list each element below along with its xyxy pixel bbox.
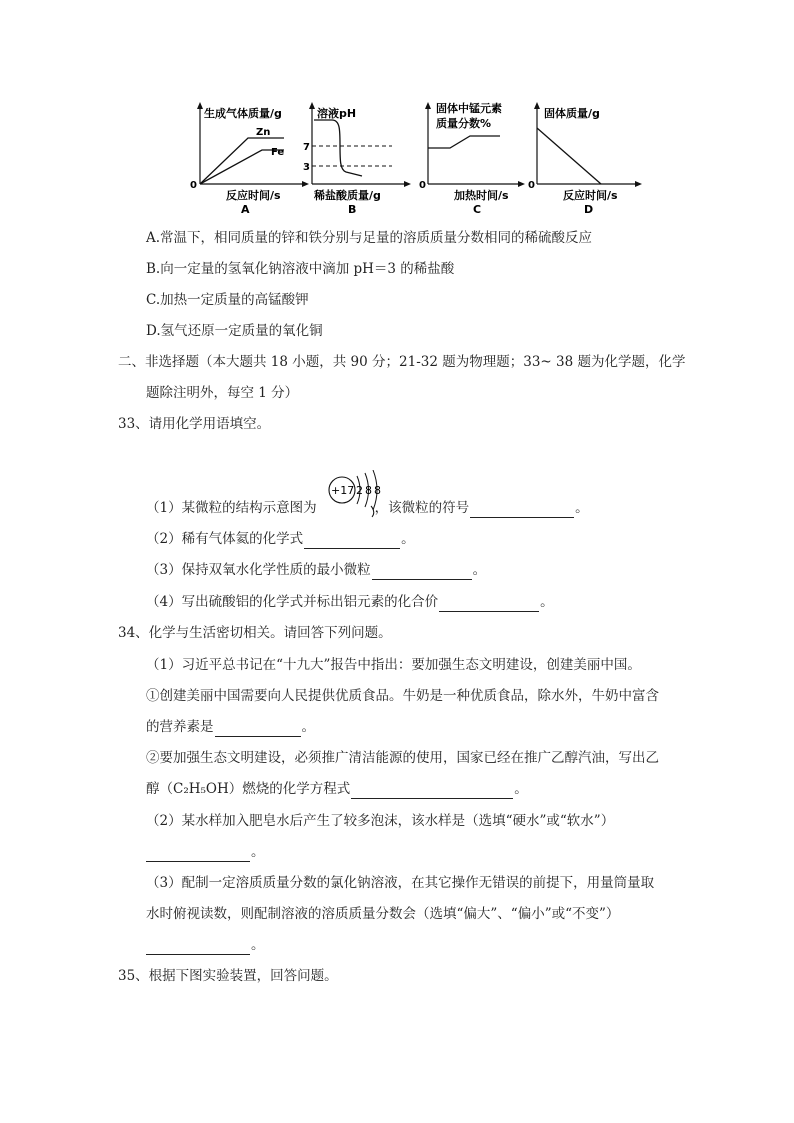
punctuation: 。	[251, 937, 265, 953]
solid-mass-line	[537, 128, 601, 184]
q34-part-3-answer	[146, 935, 265, 955]
axis-y-label-1: 固体中锰元素	[436, 102, 502, 115]
question-35-title: 35、根据下图实验装置，回答问题。	[118, 968, 338, 984]
punctuation: 。	[401, 531, 415, 547]
punctuation: 。	[575, 500, 589, 516]
q34-part-1a-line2	[146, 717, 315, 737]
tick-7: 7	[303, 142, 310, 153]
graph-b	[300, 100, 415, 220]
answer-blank-equation[interactable]	[351, 784, 513, 799]
punctuation: 。	[540, 594, 554, 610]
origin-label: 0	[528, 180, 535, 191]
legend-zn: Zn	[256, 127, 271, 138]
axis-y-label-2: 质量分数%	[436, 117, 492, 130]
graph-letter: B	[348, 203, 357, 216]
graph-letter: C	[473, 203, 482, 216]
q34-part-1b-line2	[146, 779, 528, 799]
origin-label: 0	[419, 180, 426, 191]
question-33-title: 33、请用化学用语填空。	[118, 416, 271, 432]
q33-part-3	[146, 560, 486, 580]
axis-x-label: 稀盐酸质量/g	[314, 189, 381, 202]
q34-part-1a-line1: ①创建美丽中国需要向人民提供优质食品。牛奶是一种优质食品，除水外，牛奶中富含	[146, 688, 659, 704]
origin-label: 0	[190, 180, 197, 191]
answer-blank-nutrient[interactable]	[215, 722, 301, 737]
section-2-header: 二、非选择题（本大题共 18 小题，共 90 分；21-32 题为物理题；33~ 38 题为化学题，化学	[118, 354, 686, 370]
nucleus-charge: +17	[331, 484, 355, 497]
q33-part-2-text: （2）稀有气体氦的化学式	[146, 531, 304, 547]
q34-part-1b-text: 醇（C₂H₅OH）燃烧的化学方程式	[146, 781, 351, 797]
tick-3: 3	[303, 162, 310, 173]
q33-part-2	[146, 529, 415, 549]
graph-letter: D	[584, 203, 594, 216]
answer-blank-h2o2[interactable]	[372, 565, 472, 580]
q33-part-3-text: （3）保持双氧水化学性质的最小微粒	[146, 562, 371, 578]
q34-part-3-line2: 水时俯视读数，则配制溶液的溶质质量分数会（选填“偏大”、“偏小”或“不变”）	[146, 906, 620, 922]
graph-c	[418, 100, 528, 220]
q34-part-1: （1）习近平总书记在“十九大”报告中指出：要加强生态文明建设，创建美丽中国。	[146, 657, 641, 673]
answer-blank-symbol[interactable]	[470, 503, 574, 518]
answer-blank-helium[interactable]	[304, 534, 400, 549]
axis-y-label: 生成气体质量/g	[204, 107, 282, 120]
shell-2-electrons: 8	[365, 484, 372, 497]
shell-3-electrons: 8	[374, 484, 381, 497]
q34-part-1b-line1: ②要加强生态文明建设，必须推广清洁能源的使用，国家已经在推广乙醇汽油，写出乙	[146, 750, 659, 766]
q34-part-2-answer	[146, 842, 265, 862]
legend-fe: Fe	[271, 147, 285, 158]
punctuation: 。	[251, 844, 265, 860]
axis-y-label: 固体质量/g	[544, 107, 600, 120]
q33-part-1-text-after: ，该微粒的符号	[374, 500, 470, 516]
punctuation: 。	[514, 781, 528, 797]
option-c: C.加热一定质量的高锰酸钾	[146, 292, 309, 308]
option-d: D.氢气还原一定质量的氧化铜	[146, 323, 323, 339]
option-b: B.向一定量的氢氧化钠溶液中滴加 pH＝3 的稀盐酸	[146, 261, 455, 277]
shell-1-electrons: 2	[356, 484, 363, 497]
q34-part-1a-text: 的营养素是	[146, 719, 214, 735]
answer-blank-al2so43[interactable]	[439, 597, 539, 612]
question-34-title: 34、化学与生活密切相关。请回答下列问题。	[118, 625, 392, 641]
answer-blank-water-type[interactable]	[146, 847, 250, 862]
q34-part-3-line1: （3）配制一定溶质质量分数的氯化钠溶液，在其它操作无错误的前提下，用量筒量取	[146, 875, 655, 891]
q34-part-2: （2）某水样加入肥皂水后产生了较多泡沫，该水样是（选填“硬水”或“软水”）	[146, 813, 615, 829]
q33-part-4	[146, 592, 554, 612]
punctuation: 。	[472, 562, 487, 578]
axis-x-label: 反应时间/s	[563, 189, 618, 202]
axis-x-label: 反应时间/s	[226, 189, 281, 202]
punctuation: 。	[301, 719, 315, 735]
graph-d	[527, 100, 647, 220]
ph-curve	[314, 120, 362, 176]
q33-part-1	[146, 498, 589, 518]
option-a: A.常温下，相同质量的锌和铁分别与足量的溶质质量分数相同的稀硫酸反应	[146, 230, 593, 246]
mn-fraction-line	[428, 136, 500, 148]
q33-part-4-text: （4）写出硫酸铝的化学式并标出铝元素的化合价	[146, 594, 439, 610]
axis-y-label: 溶液pH	[317, 107, 357, 120]
graph-a	[180, 100, 310, 220]
answer-blank-concentration[interactable]	[146, 940, 250, 955]
section-2-note: 题除注明外，每空 1 分）	[146, 385, 299, 401]
q33-part-1-text: （1）某微粒的结构示意图为	[146, 500, 317, 516]
axis-x-label: 加热时间/s	[454, 189, 509, 202]
graph-letter: A	[241, 203, 250, 216]
